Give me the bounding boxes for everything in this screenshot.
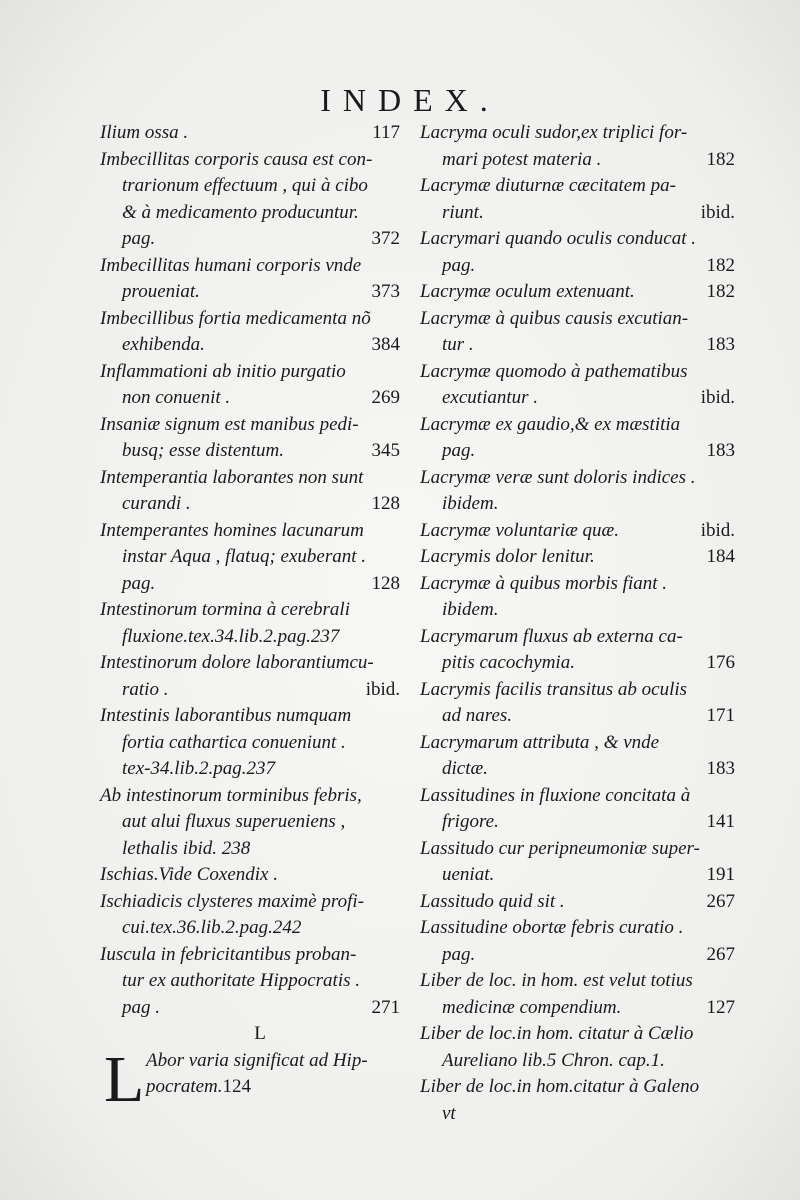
index-entry [100, 942, 400, 1022]
entry-text: fortia cathartica conueniunt . [122, 731, 346, 753]
index-entry [100, 650, 400, 703]
index-entry [420, 544, 735, 571]
entry-text: Ischiadicis clysteres maximè profi- [100, 890, 364, 912]
entry-text: Aureliano lib.5 Chron. cap.1. [442, 1049, 665, 1071]
entry-text: tex-34.lib.2.pag.237 [122, 758, 276, 779]
page-reference: 124 [222, 1076, 252, 1097]
drop-cap: L [104, 1042, 145, 1116]
entry-text: pag. [442, 943, 476, 965]
index-entry [100, 120, 400, 147]
index-entry [420, 226, 735, 279]
index-entry [100, 783, 400, 863]
index-entry [100, 465, 400, 518]
entry-text: ratio . [122, 678, 169, 700]
entry-text: pag. [442, 254, 476, 276]
entry-text: Intestinorum dolore laborantiumcu- [100, 652, 374, 673]
index-entry [420, 120, 735, 173]
entry-text: Imbecillitas humani corporis vnde [100, 254, 362, 276]
entry-text: cui.tex.36.lib.2.pag.242 [122, 917, 302, 938]
entry-text: Liber de loc.in hom.citatur à Galeno [420, 1076, 700, 1097]
page-reference: 267 [706, 943, 735, 965]
entry-text: tur ex authoritate Hippocratis . [122, 970, 361, 991]
page-reference: 182 [706, 281, 735, 302]
entry-text: Lacrymæ oculum extenuant. [420, 281, 635, 302]
page-reference: 384 [371, 334, 400, 355]
page-reference: 182 [706, 254, 735, 276]
entry-text: pitis cacochymia. [442, 652, 575, 673]
index-entry [420, 359, 735, 412]
entry-text: Inflammationi ab initio purgatio [100, 360, 346, 382]
entry-text: Ilium ossa . [100, 122, 189, 143]
page-reference: ibid. [700, 519, 735, 541]
entry-text: ibidem. [442, 599, 499, 620]
page-reference: 182 [706, 148, 735, 170]
entry-text: pag. [442, 440, 476, 461]
entry-text: Lacrymarum fluxus ab externa ca- [420, 625, 683, 647]
entry-text: Ab intestinorum torminibus febris, [100, 784, 362, 806]
page-reference: 372 [371, 228, 400, 249]
index-entry [420, 783, 735, 836]
entry-text: proueniat. [122, 281, 200, 302]
entry-text: vt [442, 1102, 456, 1124]
entry-text: exhibenda. [122, 334, 205, 355]
entry-text: Intestinis laborantibus numquam [100, 705, 352, 726]
entry-text: Lacrymis facilis transitus ab oculis [420, 678, 688, 700]
index-entry [100, 597, 400, 650]
entry-text: Lacrymari quando oculis conducat . [420, 228, 697, 249]
index-entry [420, 836, 735, 889]
page-reference: 117 [372, 122, 400, 143]
entry-text: & à medicamento producuntur. [122, 201, 359, 223]
entry-text: Lacrymæ diuturnæ cæcitatem pa- [420, 175, 676, 196]
entry-text: pag . [122, 996, 160, 1018]
entry-text: Lassitudo cur peripneumoniæ super- [420, 837, 700, 859]
entry-text: Intestinorum tormina à cerebrali [100, 599, 350, 620]
entry-text: Intemperantes homines lacunarum [100, 519, 364, 541]
index-entry [100, 147, 400, 253]
page-reference: 171 [706, 705, 735, 726]
entry-text: Intemperantia laborantes non sunt [100, 466, 364, 488]
page-reference: 269 [371, 387, 400, 408]
index-entry [420, 915, 735, 968]
entry-text: aut alui fluxus superueniens , [122, 811, 346, 832]
page-reference: 141 [706, 811, 735, 832]
index-entry [420, 1021, 735, 1074]
index-entry [100, 518, 400, 598]
entry-text: curandi . [122, 493, 191, 514]
entry-text: excutiantur . [442, 387, 539, 408]
page-reference: 191 [706, 864, 735, 885]
entry-text: Lacrymæ à quibus morbis fiant . [420, 572, 668, 594]
index-entry [420, 412, 735, 465]
page-reference: 183 [706, 440, 735, 461]
page-reference: ibid. [700, 201, 735, 223]
index-column-right [420, 120, 735, 1127]
index-entry [420, 571, 735, 624]
entry-text: busq; esse distentum. [122, 440, 285, 461]
index-column-left [100, 120, 400, 1116]
entry-text: trarionum effectuum , qui à cibo [122, 175, 368, 196]
entry-text: pag. [122, 572, 156, 594]
entry-text: medicinæ compendium. [442, 996, 622, 1018]
entry-text: dictæ. [442, 758, 488, 779]
index-entry [100, 306, 400, 359]
entry-text: Lacrymarum attributa , & vnde [420, 731, 660, 753]
index-entry [100, 703, 400, 783]
entry-text: Liber de loc.in hom. citatur à Cælio [420, 1023, 694, 1044]
entry-text: Lassitudines in fluxione concitata à [420, 784, 691, 806]
page-reference: 128 [371, 493, 400, 514]
page-reference: ibid. [365, 678, 400, 700]
entry-text: fluxione.tex.34.lib.2.pag.237 [122, 625, 340, 647]
entry-text: Lacrymæ veræ sunt doloris indices . [420, 466, 696, 488]
entry-text: Ischias.Vide Coxendix . [100, 864, 278, 885]
index-entry [420, 1074, 735, 1127]
entry-text: Lacrymæ quomodo à pathematibus [420, 360, 688, 382]
index-entry [100, 253, 400, 306]
index-entry [420, 465, 735, 518]
entry-text: Lacrymæ ex gaudio,& ex mæstitia [420, 413, 681, 435]
entry-text: lethalis ibid. 238 [122, 837, 251, 859]
index-entry [100, 359, 400, 412]
index-entry [420, 889, 735, 916]
index-entry [420, 968, 735, 1021]
index-entry [420, 730, 735, 783]
entry-text: ad nares. [442, 705, 513, 726]
entry-text: ueniat. [442, 864, 495, 885]
page-reference: 267 [706, 890, 735, 912]
index-entry [100, 1042, 400, 1116]
entry-text: Iuscula in febricitantibus proban- [100, 943, 357, 965]
page-reference: 183 [706, 334, 735, 355]
entry-text: Imbecillibus fortia medicamenta nõ [100, 307, 371, 329]
index-entry [420, 306, 735, 359]
entry-text: frigore. [442, 811, 499, 832]
index-entry [420, 677, 735, 730]
page-header: INDEX. [320, 82, 500, 118]
page-reference: 271 [371, 996, 400, 1018]
entry-text: mari potest materia . [442, 148, 602, 170]
entry-text: Lacrymis dolor lenitur. [420, 546, 595, 567]
entry-text: ibidem. [442, 493, 499, 514]
entry-text: Lacrymæ voluntariæ quæ. [420, 519, 619, 541]
entry-text: Lassitudine obortæ febris curatio . [420, 917, 684, 938]
entry-text: instar Aqua , flatuq; exuberant . [122, 546, 366, 567]
page-reference: 128 [371, 572, 400, 594]
index-entry [100, 862, 400, 889]
page-reference: 184 [706, 546, 735, 567]
entry-text: Imbecillitas corporis causa est con- [100, 148, 373, 170]
index-entry [420, 173, 735, 226]
index-entry [100, 889, 400, 942]
entry-text: tur . [442, 334, 474, 355]
page-reference: 345 [371, 440, 400, 461]
index-entry [420, 518, 735, 545]
entry-text: Abor varia significat ad Hip- [146, 1049, 368, 1071]
page-reference: 176 [706, 652, 735, 673]
section-letter: L [254, 1023, 266, 1044]
index-entry [420, 624, 735, 677]
index-entry [100, 412, 400, 465]
entry-text: Insaniæ signum est manibus pedi- [100, 413, 359, 435]
page-reference: ibid. [700, 387, 735, 408]
page-reference: 127 [706, 996, 735, 1018]
entry-text: non conuenit . [122, 387, 231, 408]
entry-text: pocratem. [146, 1076, 223, 1097]
index-entry [420, 279, 735, 306]
entry-text: Liber de loc. in hom. est velut totius [420, 970, 693, 991]
entry-text: Lacryma oculi sudor,ex triplici for- [420, 122, 688, 143]
entry-text: riunt. [442, 201, 484, 223]
entry-text: pag. [122, 228, 156, 249]
entry-text: Lassitudo quid sit . [420, 890, 565, 912]
page-reference: 183 [706, 758, 735, 779]
entry-text: Lacrymæ à quibus causis excutian- [420, 307, 689, 329]
page-reference: 373 [371, 281, 400, 302]
